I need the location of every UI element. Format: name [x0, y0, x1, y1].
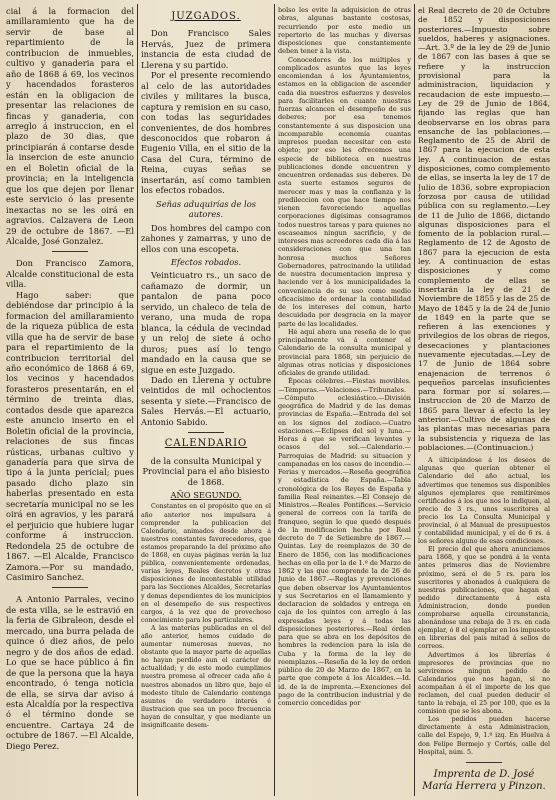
- juzgado-body: Por el presente recomiendo al celo de las autoridades civiles y militares la busca, captura y remision en su caso, con todas las seguridades convenientes, de dos hombres desconocidos que robaron á Eugenio Villa, en el sitio de la Casa del Cura, término de Reina, cuyas señas se insertarán, así como tambien los efectos robados.: [141, 70, 271, 196]
- notice-redondela-header: Don Francisco Zamora, Alcalde constitucional de esta villa.: [6, 258, 134, 290]
- calendario-contents: Épocas célebres.—Fiestas movibles.—Témporas.—Velaciones.—Tribunales.—Cómputo eclesiástico.—División geográfica de Madrid y de las demas provincias de España.—Entrada del sol en los signos del zodíaco.—Cuatro estaciones.—Eclipses del sol y luna.—Horas á que se verifican levantes y ocasos del sol.—Calendario.—Parroquias de Madrid: su situacion y campanadas en los casos de incendio.—Ferias y mercados.—Reseña geográfica y estadística de España.—Tabla cronológica de los Reyes de España y familia Real reinantes.—El Consejo de Ministros.—Reales Pontífices.—Servicio general de correos con la tarifa de franqueo, según lo que quedó después de la modificacion hecha por Real decreto de 7 de Setiembre de 1867.—Quintas. Ley de reemplazos de 30 de Enero de 1856, con las modificaciones hechas en ella por la de 1.º de Marzo de 1862 y las que comprende la de 26 de Junio de 1867.—Reglas y prevenciones que deben observar los Ayuntamientos y sus Secretarios en el llamamiento y declaracion de soldados y entrega en caja de los quintos con arreglo á las expresadas leyes y á todas las disposiciones posteriores.—Real órden para que se abra en los depósitos de hombres la redencion para la isla de Cuba y la forma de la ley de reemplazos.—Reseña de la ley de orden público de 20 de Marzo de 1867, en la parte que compete á los Alcaldes.—Id. id. de la de imprenta.—Exenciones del pago de la contribucion industrial y de comercio concedidas por: [278, 377, 411, 707]
- notice-redondela-body: Hago saber: que debiéndose dar principio á la formacion del amillaramiento de la riqueza pública de esta villa que ha de servir de base para el repartimiento de la contribucion territorial del año económico de 1868 á 69, los vecinos y hacendados forasteros presentarán, en el término de treinta dias, contados desde que aparezca este anuncio inserto en el Boletin oficial de la provincia, relaciones de sus fincas rústicas, urbanas cultivo y ganadería para que sirva de tipo á la junta pericial; pues pasado dicho plazo sin haberlas presentado en esta secretaría municipal no se les oirá en agravios, y les parará el perjuicio que hubiere lugar conforme á instruccion. Redondela 25 de octubre de 1867. —El Alcalde, Francisco Zamora.—Por su mandado, Casimiro Sanchez.: [6, 289, 134, 583]
- column-3: [278, 6, 411, 796]
- juzgado-header: Don Francisco Sales Hervás, Juez de primera instancia de esta ciudad de Llerena y su partido.: [141, 28, 271, 70]
- calendario-contents-cont: el Real decreto de 20 de Octubre de 1852 y disposiciones posteriores.—Impuesto sobre sueldos, haberes y asignaciones.—Art. 3.º de la ley de 29 de Junio de 1867 con las bases á que se refiere y la instruccion provisional para la administracion, liquidacion y recaudacion de este impuesto.—Ley de 29 de Junio de 1864, fijando las reglas que han deobservarse en los obras para ensanche de las poblaciones.—Reglamento de 25 de Abril de 1867 para la ejecucion de esta ley. A continuacion de estas disposiciones, como complemento de ellas, se inserta la ley de 17 de Julio de 1836, sobre expropiacion forzosa por causa de utilidad pública con su reglamento.—Ley de 11 de Julio de 1866, dictando algunas disposiciones para el fomento de la poblacion rural.—Reglamento de 12 de Agosto de 1867 para la ejecucion de esta ley. A continuacion de estas disposiciones y como complemento de ellas se insertarán la ley de 21 de Noviembre de 1855 y las de 25 de Mayo de 1845 y la de 24 de Junio de 1849 en la parte que se refieren á las exenciones y privilegios de los obras de riegos, desecaciones y plantaciones nuevamente ejecutadas.—Ley de 17 de Junio de 1864 sobre enajenacion de terrenos ó pequeños parcelas insuficientes para formar por sí solares.—Instruccion de 20 de Marzo de 1865 para llevar á efecto la ley anterior.—Cultivo de algunas de las plantas mas necesarias para la subsistencia y riqueza de las poblaciones.—(Continuacion.): [418, 6, 550, 452]
- calendario-subtitle: de la consulta Municipal y Provincial para el año bisiesto de 1868.: [142, 455, 270, 487]
- separator: [188, 432, 224, 433]
- calendario-materias: A las materias publicadas en el del año anterior, hemos cuidado de aumentar numerosas nuevas, no obstante que la mayor parte de aquellas no hayan perdido aun el carácter de actualidad; y de este modo cumplimos nuestra promesa al ofrecer cada año á nuestros abonados un libro que, bajo el modesto título de Calendario contenga asuntos de verdadero interés é ilustracion que sea un poco frecuencia hayan de consultar, y que mediante un insignificante desem-: [141, 624, 271, 730]
- calendario-libreros: Advertimos á los librerías é impresores de provincias que no serviremos ningun pedido de Calendarios que nos hagan, si no acompañan á él el importe de los que reclamen, del cual pueden deducir el tanto la rebaja, el 25 por 100, que es la comision que se les abona.: [418, 651, 550, 716]
- column-rule: [414, 4, 415, 796]
- juzgado-senas: Dos hombres del campo con zahones y zamarras, y uno de ellos con una escopeta.: [141, 222, 271, 254]
- subheading-senas: Señas aduquirías de los autores.: [156, 198, 256, 220]
- juzgado-efectos: Veinticuatro rs., un saco de cañamazo de dormir, un pantalon de pana poco servido, un chaleco de tela de verano, una muda de ropa blanca, la cédula de vecindad y un reloj de siete á ocho duros; pues así lo tengo mandado en la causa que se sigue en este Juzgado.: [141, 270, 271, 375]
- calendario-year: AÑO SEGUNDO.: [170, 490, 242, 501]
- separator: [52, 251, 88, 252]
- separator: [52, 587, 88, 588]
- calendario-pedidos: Los pedidos pueden hacerse directamente á esta Administracion, calle del Espejo, 9, 1.º izq. En Huelva á don Felipe Bermejo y Cortés, calle del Hospital, núm. 5.: [418, 716, 550, 756]
- notice-cartaya: A Antonio Parrales, vecino de esta villa, se le estravió en la feria de Gibraleon, desde el mercado, una burra pelada de quince ó diez años, de pelo negro y de dos años de edad. Lo que se hace público á fin de que la persona que la haya encontrado, ó tenga noticia de ella, se sirva dar aviso á esta Alcaldía por la respectiva ó el término donde se encuentre. Cartaya 24 de octubre de 1867. —El Alcalde, Diego Perez.: [6, 594, 134, 751]
- column-rule: [137, 4, 138, 796]
- column-2: [141, 6, 271, 796]
- separator: [466, 762, 502, 763]
- section-heading-calendario: CALENDARIO: [164, 438, 248, 450]
- calendario-intro: Constantes en el propósito que en el año anterior nos impulsara á comprender la publicacion del Calendario, animados desde ahora á nuestros constantes favorecedores, que estamos preparando la del próximo año de 1868, en cuyas páginas verán la luz pública, convenientemente ordenadas, varias leyes, Reales decretos y otras disposiciones de incontestable utilidad para las Secciones Alcaldes, Secretarías y demas dependientes de los municipios en el desempeño de sus respectivos cargos, á la vez que de provechoso conocimiento para los particulares.: [141, 503, 271, 624]
- calendario-anticipo: A últicipándose á los deseos de algunas que querían obtener el Calendario del año actual, les advertimos que tenemos sus disponibles algunos ejemplares que remitirémos certificados á los que nos lo indiquen, al precio de 3 rs., unos suscritores al precio los La Consulta Municipal y provincial, ó al Manual de presupuestos y contabilidad municipal, y el de 6 rs. á los señores alguno de esas condiciones.: [418, 457, 550, 546]
- subheading-efectos: Efectos robados.: [170, 256, 242, 267]
- calendario-resena: Hé aquí ahora una reseña de lo que principalmente vá á contener el Calendario de la consulta municipal y provincial para 1868, sin perjuicio de algunas otras noticias y disposiciones oficiales de grande utilidad.: [278, 327, 411, 377]
- column-rule: [274, 4, 275, 796]
- notice-calzavera: cial á la formacion del amillaramiento que ha de servir de base al repartimiento de la contribucion de inmuebles, cultivo y ganaderia para el año de 1868 á 69, los vecinos y hacendados forasteros están en la obligacion de presentar las relaciones de fincas y ganaderia, con arreglo á instruccion, en el plazo de 30 dias, que principiarán á contarse desde la insercion de este anuncio en el Boletin oficial de la provincia; en la inteligencia que los que dejen por llenar este servicio ó las presente inexactas no se les oirá en agravios. Calzavera de Leon 29 de octubre de 1867. —El Alcalde, José Gonzalez.: [6, 6, 134, 246]
- calendario-ayuntamientos: Conocedores de los múltiples y complicados asuntos que las leyes encomiendan á los Ayuntamientos, estamos en la obligacion de ascender cada dia nuestros esfuerzos y desvelos para facilitarles en cuanto nuestras fuerzas alcancen el desempeño de sus deberes; por esa tenemos constantemente á sus disposicion una incomparable economía cuantas impresos puedan necesitar con este objeto; por eso les ofrecemos una especie de biblioteca en nuestras publicaciones donde encuentren y encuentren ordenadas sus deberes. De esta suerte estamos seguros de merecer mas y mas la confianza y la predileccion con que hace tiempo nos vienen favoreciendo aquellas corporaciones digísimas consagramos todos nuestros tareas y para quienes no escaseamos ningun sacrificio, y de intereses mas acreedores cada dia á las consideraciones con que una tan honrosa muchos Señores Gobernadores, patrocinando la utilidad de nuestra documentacion impresa y haciendo ver á los municipalidades la conveniencia de su uso como medio eficacísimo de ordenar la contabilidad de los intereses del comun, harto descuidada por desgracia en la mayor parte de las localidades.: [278, 55, 411, 328]
- column-1: [6, 6, 134, 796]
- printer-imprint: Imprenta de D. José María Herrera y Pinzon.: [422, 768, 546, 792]
- calendario-precio: El precio del que ahora anunciamos para 1868, y que se pondrá á la venta antes primeros dias de Noviembre próximo, será el de 5 rs. para los suscritores y abonados á cualquiera de nuestras publicaciones, que hagan el pedido directamente á esta Administracion, donde pueden comprobarse aquella circunstancia, abonándose una rebaja de 3 rs. en cada ejemplar, ó 8 el ejemplar en los impuesto en librerias del país mitad á sellos de correos.: [418, 546, 550, 651]
- calendario-continued: bolso les evite la adquisicion de otras obras, algunas bastante costosas, recurriendo por este medio un repertorio de las muchas y diversas disposiciones que constantemente deben tener á la vista.: [278, 6, 411, 56]
- column-4: [418, 6, 550, 796]
- section-heading-juzgados: JUZGADOS.: [171, 11, 241, 22]
- juzgado-signature: Dado en Llerena y octubre veintidos de mil ochocientos sesenta y siete.—Francisco de Sales Hervás.—El actuario, Antonio Sabido.: [141, 374, 271, 427]
